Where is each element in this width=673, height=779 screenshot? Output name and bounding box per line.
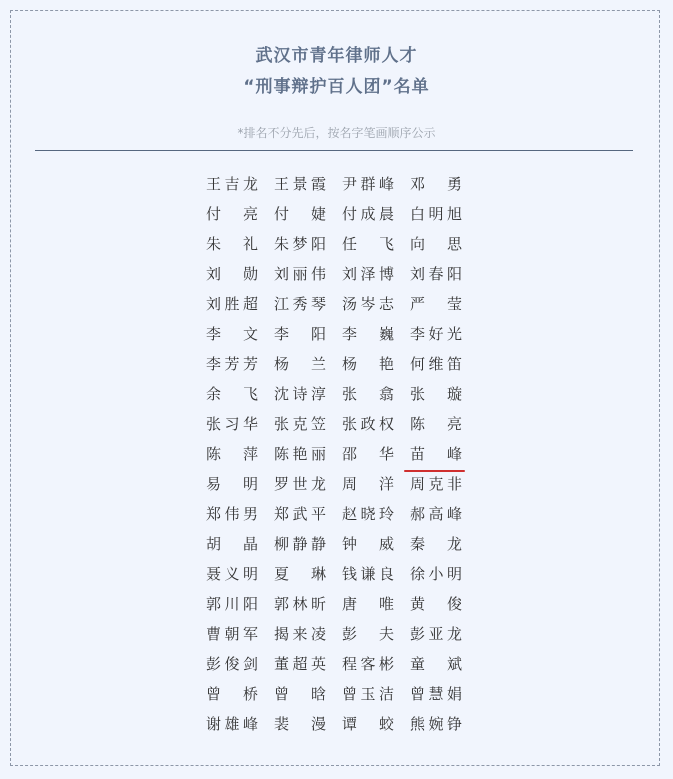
name-item: 揭来凌	[274, 625, 326, 643]
name-item: 李 阳	[274, 325, 326, 343]
name-item: 陈艳丽	[274, 445, 326, 463]
name-item: 李 文	[206, 325, 258, 343]
name-item: 周克非	[410, 475, 462, 493]
name-item: 彭俊剑	[206, 655, 258, 673]
title-line-1: 武汉市青年律师人才	[255, 46, 418, 66]
name-item: 秦 龙	[410, 535, 462, 553]
name-item: 刘春阳	[410, 265, 462, 283]
name-item: 白明旭	[410, 205, 462, 223]
name-item: 任 飞	[342, 235, 394, 253]
name-item: 彭亚龙	[410, 625, 462, 643]
name-item: 郝高峰	[410, 505, 462, 523]
name-item: 周 洋	[342, 475, 394, 493]
name-item: 尹群峰	[342, 175, 394, 193]
name-item: 朱 礼	[206, 235, 258, 253]
name-item: 董超英	[274, 655, 326, 673]
name-item: 郭川阳	[206, 595, 258, 613]
name-item: 钱谦良	[342, 565, 394, 583]
name-item: 聂义明	[206, 565, 258, 583]
name-item: 王景霞	[274, 175, 326, 193]
name-item: 裴 漫	[274, 715, 326, 733]
name-item: 罗世龙	[274, 475, 326, 493]
name-item: 付成晨	[342, 205, 394, 223]
name-item: 刘丽伟	[274, 265, 326, 283]
name-item: 杨 艳	[342, 355, 394, 373]
name-item: 曾慧娟	[410, 685, 462, 703]
name-item: 邓 勇	[410, 175, 462, 193]
name-item: 张 翕	[342, 385, 394, 403]
name-item: 李芳芳	[206, 355, 258, 373]
name-item: 张政权	[342, 415, 394, 433]
title-line-2: “刑事辩护百人团”名单	[243, 77, 430, 97]
name-item: 江秀琴	[274, 295, 326, 313]
name-item: 严 莹	[410, 295, 462, 313]
name-item: 彭 夫	[342, 625, 394, 643]
name-item: 郑伟男	[206, 505, 258, 523]
name-item: 张克笠	[274, 415, 326, 433]
name-item: 黄 俊	[410, 595, 462, 613]
name-item: 熊婉铮	[410, 715, 462, 733]
name-item: 何维笛	[410, 355, 462, 373]
name-item: 谭 蛟	[342, 715, 394, 733]
name-item: 张 璇	[410, 385, 462, 403]
name-item: 余 飞	[206, 385, 258, 403]
name-list	[206, 172, 478, 742]
name-item: 易 明	[206, 475, 258, 493]
name-item: 徐小明	[410, 565, 462, 583]
name-item: 陈 亮	[410, 415, 462, 433]
name-item: 程客彬	[342, 655, 394, 673]
name-item: 曹朝军	[206, 625, 258, 643]
name-item: 沈诗淳	[274, 385, 326, 403]
name-item: 夏 琳	[274, 565, 326, 583]
name-item: 胡 晶	[206, 535, 258, 553]
name-item: 陈 萍	[206, 445, 258, 463]
name-item: 王吉龙	[206, 175, 258, 193]
name-item: 谢雄峰	[206, 715, 258, 733]
name-item: 汤岑志	[342, 295, 394, 313]
name-item: 赵晓玲	[342, 505, 394, 523]
name-item: 邵 华	[342, 445, 394, 463]
name-item: 刘泽博	[342, 265, 394, 283]
name-item: 刘 勋	[206, 265, 258, 283]
name-item: 李 巍	[342, 325, 394, 343]
name-item: 郭林昕	[274, 595, 326, 613]
name-item: 杨 兰	[274, 355, 326, 373]
name-item: 李好光	[410, 325, 462, 343]
name-item: 曾 晗	[274, 685, 326, 703]
name-item: 钟 威	[342, 535, 394, 553]
name-item: 朱梦阳	[274, 235, 326, 253]
name-item-highlighted: 苗 峰	[410, 445, 462, 463]
name-item: 付 亮	[206, 205, 258, 223]
name-item: 刘胜超	[206, 295, 258, 313]
name-item: 唐 唯	[342, 595, 394, 613]
divider-line	[35, 150, 633, 151]
name-item: 付 婕	[274, 205, 326, 223]
name-item: 张习华	[206, 415, 258, 433]
name-item: 向 思	[410, 235, 462, 253]
ordering-note: *排名不分先后，按名字笔画顺序公示	[237, 126, 436, 140]
name-item: 柳静静	[274, 535, 326, 553]
name-item: 郑武平	[274, 505, 326, 523]
name-item: 曾 桥	[206, 685, 258, 703]
name-item: 童 斌	[410, 655, 462, 673]
name-item: 曾玉洁	[342, 685, 394, 703]
